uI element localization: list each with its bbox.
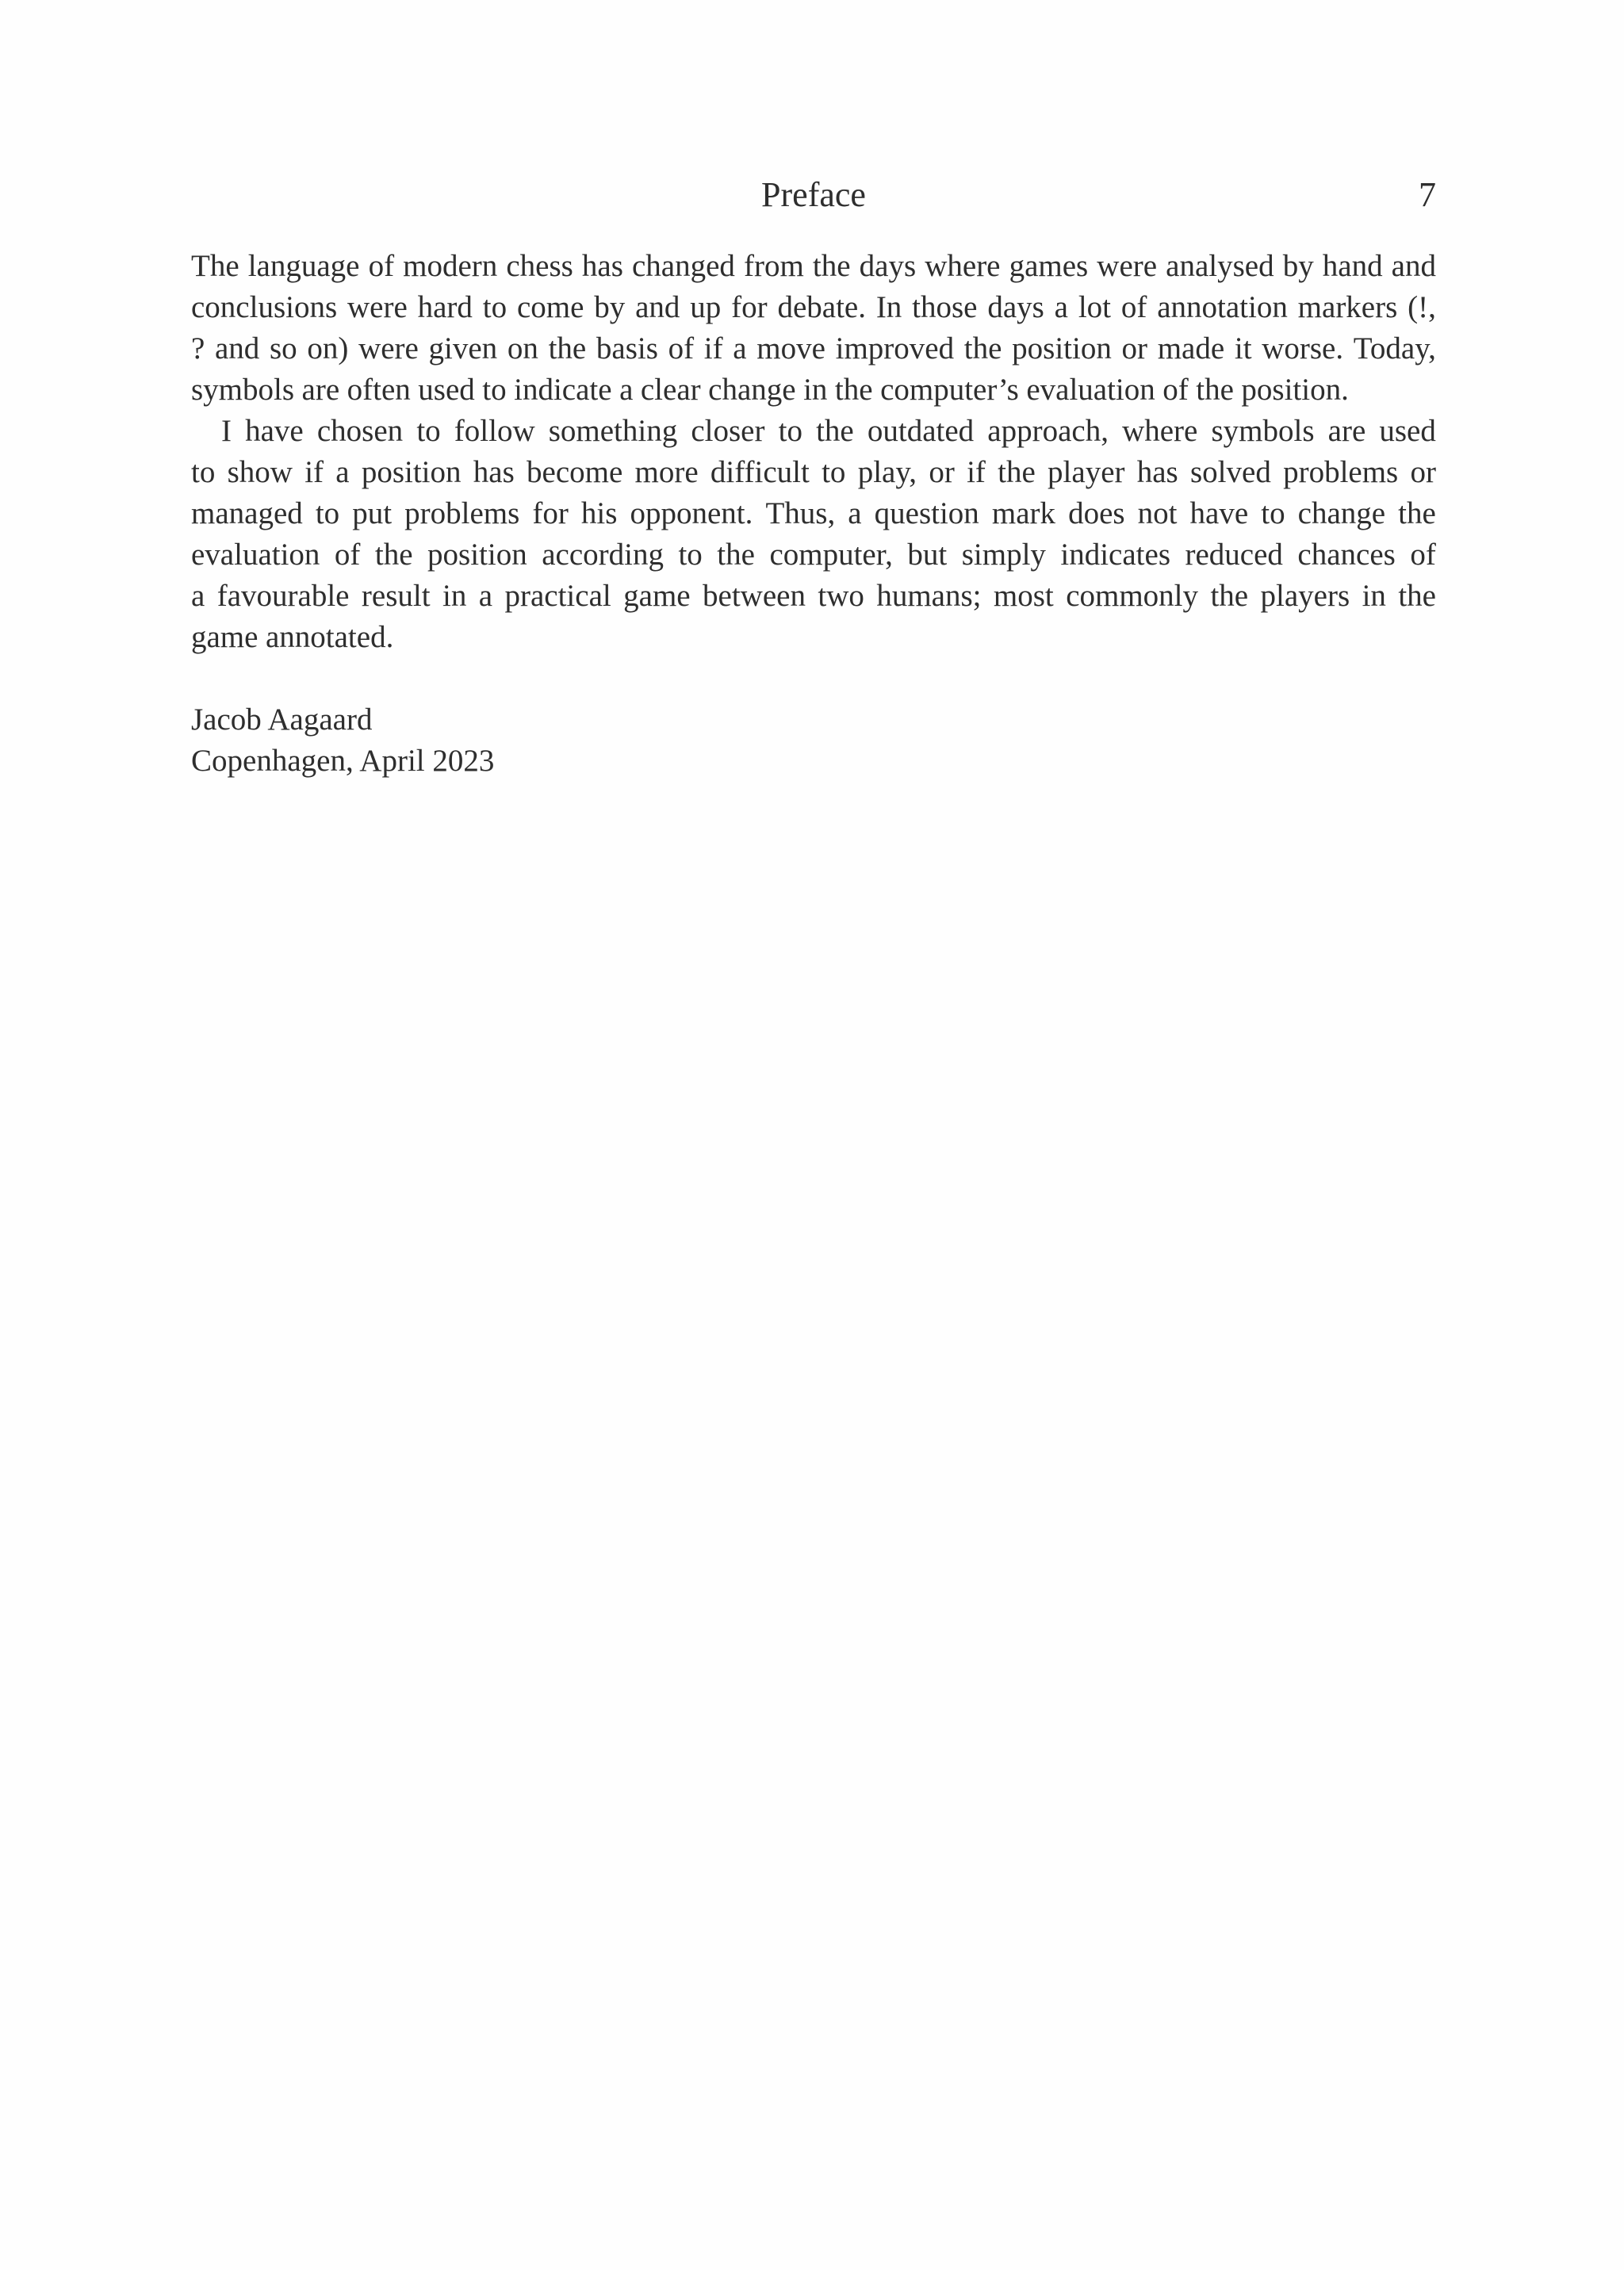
signature-author: Jacob Aagaard	[191, 702, 373, 737]
text-line: ? and so on) were given on the basis of if a move improved the position or made it worse. Today,	[191, 331, 1436, 366]
text-line: evaluation of the position according to the computer, but simply indicates reduced chances of	[191, 538, 1436, 572]
signature-place-date: Copenhagen, April 2023	[191, 744, 495, 778]
text-line: I have chosen to follow something closer to the outdated approach, where symbols are used	[221, 414, 1436, 448]
paragraph-2	[191, 411, 1436, 658]
text-line: managed to put problems for his opponent. Thus, a question mark does not have to change the	[191, 496, 1436, 530]
text-line: to show if a position has become more difficult to play, or if the player has solved problems or	[191, 455, 1436, 489]
text-line: a favourable result in a practical game between two humans; most commonly the players in the	[191, 579, 1436, 613]
page-title: Preface	[761, 175, 866, 214]
page-header	[191, 173, 1436, 217]
page-number: 7	[1419, 175, 1436, 214]
text-line: The language of modern chess has changed from the days where games were analysed by hand and	[191, 249, 1436, 283]
blank-line	[191, 658, 1436, 699]
paragraph-1	[191, 246, 1436, 411]
signature-block	[191, 699, 1436, 782]
text-line: symbols are often used to indicate a clear change in the computer’s evaluation of the position.	[191, 373, 1349, 407]
preface-body	[191, 246, 1436, 782]
text-line: game annotated.	[191, 620, 394, 654]
text-line: conclusions were hard to come by and up for debate. In those days a lot of annotation markers (!,	[191, 290, 1436, 324]
